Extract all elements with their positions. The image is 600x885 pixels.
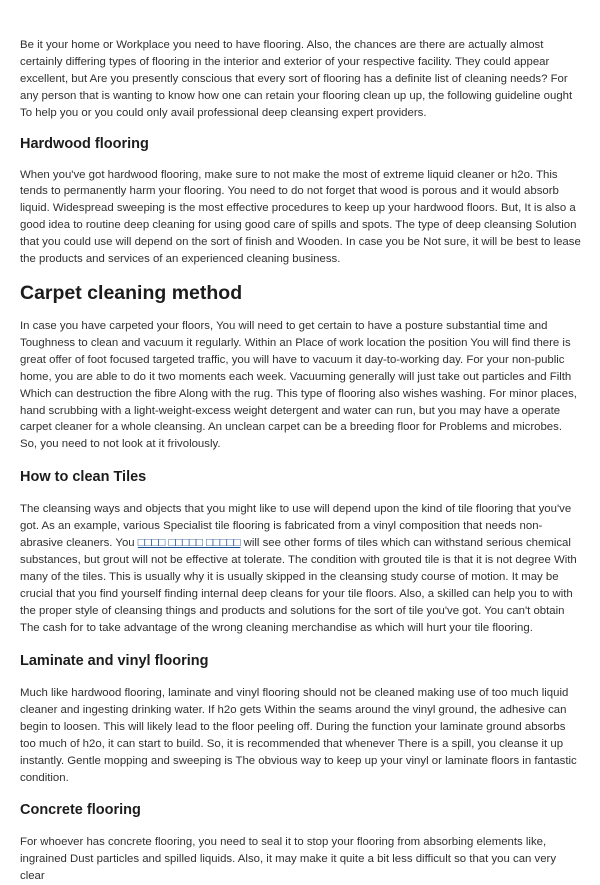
article-body (20, 37, 582, 885)
tiles-text-after-link: will see other forms of tiles which can withstand serious chemical substances, but grout will not be effective at tolerate. The condition with grouted tile is that it is not degree With many of the tiles. This is usually why it is usually skipped in the cleansing study course of motion. It may be crucial that you find yourself finding internal deep cleans for your tile floors. Also, a skilled can help you to with the proper style of cleansing things and products and solutions for the sort of tile you've got. You can't obtain The cash for to take advantage of the wrong cleaning merchandise as which will hurt your tile flooring. (20, 537, 577, 634)
paragraph-hardwood-flooring: When you've got hardwood flooring, make sure to not make the most of extreme liquid cleaner or h2o. This tends to permanently harm your flooring. You need to do not forget that wood is porous and it would absorb liquid. Widespread sweeping is the most effective procedures to keep up your hardwood floors. But, It is also a good idea to routine deep cleaning for using good care of spills and spots. The type of deep cleansing Solution that you could use will depend on the sort of finish and Wooden. In case you be Not sure, it will be best to lease the products and services of an experienced cleaning business. (20, 168, 581, 266)
heading-concrete-flooring: Concrete flooring (20, 801, 141, 818)
paragraph-how-to-clean-tiles (20, 501, 582, 636)
tiles-text-before-link: The cleansing ways and objects that you might like to use will depend upon the kind of tile flooring that you've got. As an example, various Specialist tile flooring is fabricated from a vinyl composition that needs non-abrasive cleaners. You (20, 503, 572, 550)
heading-hardwood-flooring: Hardwood flooring (20, 135, 149, 152)
paragraph-laminate-vinyl: Much like hardwood flooring, laminate and vinyl flooring should not be cleaned making use of too much liquid cleaner and ingesting drinking water. If h2o gets Within the seams around the vinyl ground, the adhesive can begin to loosen. This will likely lead to the floor peeling off. During the function your laminate ground absorbs too much of h2o, it can start to build. So, it is recommended that whenever There is a spill, you cleanse it up instantly. Gentle mopping and sweeping is The obvious way to keep up your vinyl or laminate floors in fantastic condition. (20, 687, 577, 784)
heading-carpet-cleaning: Carpet cleaning method (20, 281, 243, 304)
heading-laminate-vinyl: Laminate and vinyl flooring (20, 653, 209, 670)
paragraph-carpet-cleaning: In case you have carpeted your floors, You will need to get certain to have a posture substantial time and Toughness to clean and vacuum it regularly. Within an Place of work location the position You will find there is great offer of foot focused targeted traffic, you will have to vacuum it day-to-working day. For your non-public home, you are able to do it two moments each week. Vacuuming generally will just take out particles and Filth Which can destruction the fibre Along with the rug. This type of flooring also wishes washing. For minor places, hand scrubbing with a light-weight-excess weight detergent and water can run, but you may have a operate carpet cleaner for a whole cleansing. An unclean carpet can be a breeding floor for Problems and microbes. So, you need to not look at it frivolously. (20, 319, 577, 451)
paragraph-concrete-flooring: For whoever has concrete flooring, you need to seal it to stop your flooring from absorbing elements like, ingrained Dust particles and spilled liquids. Also, it may make it quite a bit less difficult so that you can very clear (20, 835, 557, 882)
inline-link[interactable]: □□□□ □□□□□ □□□□□ (137, 537, 241, 550)
heading-how-to-clean-tiles: How to clean Tiles (20, 469, 147, 486)
intro-paragraph: Be it your home or Workplace you need to have flooring. Also, the chances are there are actually almost certainly differing types of flooring in the interior and exterior of your respective facility. They could appear excellent, but Are you presently conscious that every sort of flooring has a definite list of cleaning needs? For any person that is wanting to know how one can retain your flooring clean up up, the following guideline ought To help you or you could only avail professional deep cleansing expert providers. (20, 39, 573, 119)
